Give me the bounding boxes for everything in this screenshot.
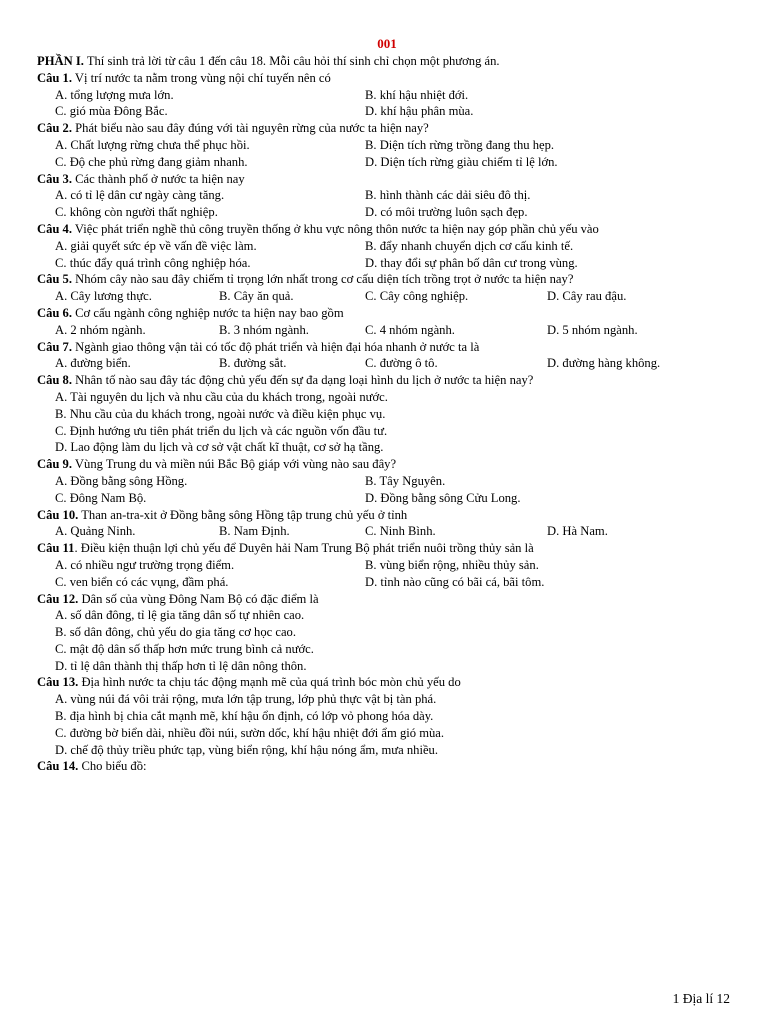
question-text: Các thành phố ở nước ta hiện nay <box>75 171 245 186</box>
question-label: Câu 9. <box>37 457 72 472</box>
part-instruction: Thí sinh trả lời từ câu 1 đến câu 18. Mỗi câu hỏi thí sinh chỉ chọn một phương án. <box>86 54 500 68</box>
question-text: Địa hình nước ta chịu tác động mạnh mẽ của quá trình bóc mòn chủ yếu do <box>81 675 461 690</box>
question-4 <box>37 221 737 238</box>
question-9 <box>37 456 737 473</box>
question-6 <box>37 305 737 322</box>
question-7 <box>37 339 737 356</box>
options-row <box>37 355 737 372</box>
question-text: Than an-tra-xit ở Đồng bằng sông Hồng tập trung chủ yếu ở tỉnh <box>81 507 408 522</box>
option-d[interactable]: D. Đồng bằng sông Cửu Long. <box>365 490 521 505</box>
options-row <box>37 137 737 154</box>
part-title: PHẦN I. <box>37 54 84 68</box>
option-d[interactable]: D. Diện tích rừng giàu chiếm tỉ lệ lớn. <box>365 154 558 169</box>
options-row <box>37 473 737 490</box>
option-d[interactable]: D. tỉnh nào cũng có bãi cá, bãi tôm. <box>365 574 545 589</box>
option-d[interactable]: D. đường hàng không. <box>547 356 661 371</box>
question-3 <box>37 171 737 188</box>
question-text: Nhóm cây nào sau đây chiếm tỉ trọng lớn nhất trong cơ cấu diện tích trồng trọt ở nước ta hiện nay? <box>75 272 574 287</box>
options-row <box>37 87 737 104</box>
option-a[interactable]: A. Quảng Ninh. <box>55 524 136 539</box>
option-d[interactable]: D. Lao động làm du lịch và cơ sở vật chất kĩ thuật, cơ sở hạ tầng. <box>55 440 384 455</box>
question-label: Câu 4. <box>37 221 72 236</box>
option-a[interactable]: A. vùng núi đá vôi trải rộng, mưa lớn tập trung, lớp phủ thực vật bị tàn phá. <box>55 692 437 707</box>
option-b[interactable]: B. khí hậu nhiệt đới. <box>365 87 469 102</box>
question-text: Vùng Trung du và miền núi Bắc Bộ giáp với vùng nào sau đây? <box>74 457 397 472</box>
option-d[interactable]: D. khí hậu phân mùa. <box>365 104 474 119</box>
part-heading <box>37 53 737 70</box>
question-1 <box>37 70 737 87</box>
question-label: Câu 3. <box>37 171 72 186</box>
option-c[interactable]: C. Cây công nghiệp. <box>365 289 469 304</box>
option-c[interactable]: C. gió mùa Đông Bắc. <box>55 104 168 119</box>
question-text: Vị trí nước ta nằm trong vùng nội chí tuyến nên có <box>74 70 331 85</box>
options-row <box>37 490 737 507</box>
option-a[interactable]: A. 2 nhóm ngành. <box>55 322 146 337</box>
question-label: Câu 14. <box>37 759 79 774</box>
options-row <box>37 255 737 272</box>
options-row <box>37 288 737 305</box>
option-d[interactable]: D. Cây rau đậu. <box>547 289 627 304</box>
question-text: Phát biểu nào sau đây đúng với tài nguyên rừng của nước ta hiện nay? <box>75 121 429 136</box>
option-c[interactable]: C. mật độ dân số thấp hơn mức trung bình cả nước. <box>55 641 314 656</box>
options-row <box>37 187 737 204</box>
option-b[interactable]: B. Cây ăn quả. <box>219 289 294 304</box>
option-b[interactable]: B. Nhu cầu của du khách trong, ngoài nước và điều kiện phục vụ. <box>55 406 386 421</box>
option-b[interactable]: B. Diện tích rừng trồng đang thu hẹp. <box>365 137 555 152</box>
option-a[interactable]: A. Đồng bằng sông Hồng. <box>55 473 188 488</box>
options-row <box>37 154 737 171</box>
option-d[interactable]: D. chế độ thủy triều phức tạp, vùng biển rộng, khí hậu nóng ẩm, mưa nhiều. <box>55 742 438 757</box>
option-b[interactable]: B. Nam Định. <box>219 524 290 539</box>
question-label: Câu 2. <box>37 121 72 136</box>
option-a[interactable]: A. tổng lượng mưa lớn. <box>55 87 174 102</box>
options-list <box>37 607 737 674</box>
option-c[interactable]: C. ven biển có các vụng, đầm phá. <box>55 574 229 589</box>
option-a[interactable]: A. có nhiều ngư trường trọng điểm. <box>55 557 235 572</box>
options-row <box>37 322 737 339</box>
question-11 <box>37 540 737 557</box>
question-label: Câu 5. <box>37 272 72 287</box>
option-b[interactable]: B. hình thành các dải siêu đô thị. <box>365 188 531 203</box>
question-label: Câu 11 <box>37 541 75 556</box>
option-c[interactable]: C. Ninh Bình. <box>365 524 436 539</box>
option-d[interactable]: D. 5 nhóm ngành. <box>547 322 638 337</box>
option-b[interactable]: B. 3 nhóm ngành. <box>219 322 309 337</box>
options-row <box>37 204 737 221</box>
option-d[interactable]: D. có môi trường luôn sạch đẹp. <box>365 205 528 220</box>
page-footer: 1 Địa lí 12 <box>672 991 730 1006</box>
question-label: Câu 7. <box>37 339 72 354</box>
question-10 <box>37 507 737 524</box>
exam-code: 001 <box>377 36 397 51</box>
question-label: Câu 6. <box>37 305 72 320</box>
question-text: . Điều kiện thuận lợi chủ yếu để Duyên hải Nam Trung Bộ phát triển nuôi trồng thủy sản là <box>74 541 534 556</box>
option-b[interactable]: B. đẩy nhanh chuyển dịch cơ cấu kinh tế. <box>365 238 574 253</box>
question-8 <box>37 372 737 389</box>
option-b[interactable]: B. số dân đông, chủ yếu do gia tăng cơ học cao. <box>55 625 296 640</box>
question-label: Câu 10. <box>37 507 79 522</box>
question-text: Ngành giao thông vận tải có tốc độ phát triển và hiện đại hóa nhanh ở nước ta là <box>75 339 480 354</box>
option-c[interactable]: C. Độ che phủ rừng đang giảm nhanh. <box>55 154 248 169</box>
question-14 <box>37 758 737 775</box>
question-13 <box>37 674 737 691</box>
option-a[interactable]: A. đường biển. <box>55 356 131 371</box>
option-c[interactable]: C. đường ô tô. <box>365 356 438 371</box>
question-12 <box>37 591 737 608</box>
question-text: Dân số của vùng Đông Nam Bộ có đặc điểm là <box>81 591 319 606</box>
question-text: Cơ cấu ngành công nghiệp nước ta hiện nay bao gồm <box>75 305 344 320</box>
option-c[interactable]: C. Định hướng ưu tiên phát triển du lịch và các nguồn vốn đầu tư. <box>55 423 388 438</box>
option-a[interactable]: A. Cây lương thực. <box>55 289 152 304</box>
question-label: Câu 1. <box>37 70 72 85</box>
options-row <box>37 557 737 574</box>
option-a[interactable]: A. giải quyết sức ép về vấn đề việc làm. <box>55 238 257 253</box>
option-c[interactable]: C. đường bờ biển dài, nhiều đồi núi, sườn dốc, khí hậu nhiệt đới ẩm gió mùa. <box>55 725 445 740</box>
option-b[interactable]: B. địa hình bị chia cắt mạnh mẽ, khí hậu ổn định, có lớp vỏ phong hóa dày. <box>55 709 434 724</box>
option-a[interactable]: A. Chất lượng rừng chưa thể phục hồi. <box>55 137 250 152</box>
options-row <box>37 103 737 120</box>
option-d[interactable]: D. tỉ lệ dân thành thị thấp hơn tỉ lệ dân nông thôn. <box>55 658 307 673</box>
options-row <box>37 238 737 255</box>
question-label: Câu 13. <box>37 675 79 690</box>
option-b[interactable]: B. đường sắt. <box>219 356 287 371</box>
option-c[interactable]: C. Đông Nam Bộ. <box>55 490 147 505</box>
question-text: Nhân tố nào sau đây tác động chủ yếu đến sự đa dạng loại hình du lịch ở nước ta hiện nay? <box>75 373 534 388</box>
option-c[interactable]: C. thúc đẩy quá trình công nghiệp hóa. <box>55 255 251 270</box>
option-c[interactable]: C. không còn người thất nghiệp. <box>55 205 218 220</box>
options-list <box>37 691 737 758</box>
options-row <box>37 523 737 540</box>
option-a[interactable]: A. Tài nguyên du lịch và nhu cầu của du khách trong, ngoài nước. <box>55 389 388 404</box>
exam-page <box>37 36 737 775</box>
question-text: Cho biểu đồ: <box>81 759 147 774</box>
option-b[interactable]: B. vùng biển rộng, nhiều thủy sản. <box>365 557 539 572</box>
option-b[interactable]: B. Tây Nguyên. <box>365 473 446 488</box>
question-label: Câu 12. <box>37 591 79 606</box>
question-label: Câu 8. <box>37 373 72 388</box>
options-list <box>37 389 737 456</box>
question-2 <box>37 120 737 137</box>
option-a[interactable]: A. có tỉ lệ dân cư ngày càng tăng. <box>55 188 225 203</box>
options-row <box>37 574 737 591</box>
question-text: Việc phát triển nghề thủ công truyền thống ở khu vực nông thôn nước ta hiện nay góp phần chủ yếu vào <box>74 221 599 236</box>
option-a[interactable]: A. số dân đông, tỉ lệ gia tăng dân số tự nhiên cao. <box>55 608 305 623</box>
option-d[interactable]: D. thay đổi sự phân bố dân cư trong vùng. <box>365 255 578 270</box>
option-d[interactable]: D. Hà Nam. <box>547 524 608 539</box>
question-5 <box>37 271 737 288</box>
option-c[interactable]: C. 4 nhóm ngành. <box>365 322 455 337</box>
